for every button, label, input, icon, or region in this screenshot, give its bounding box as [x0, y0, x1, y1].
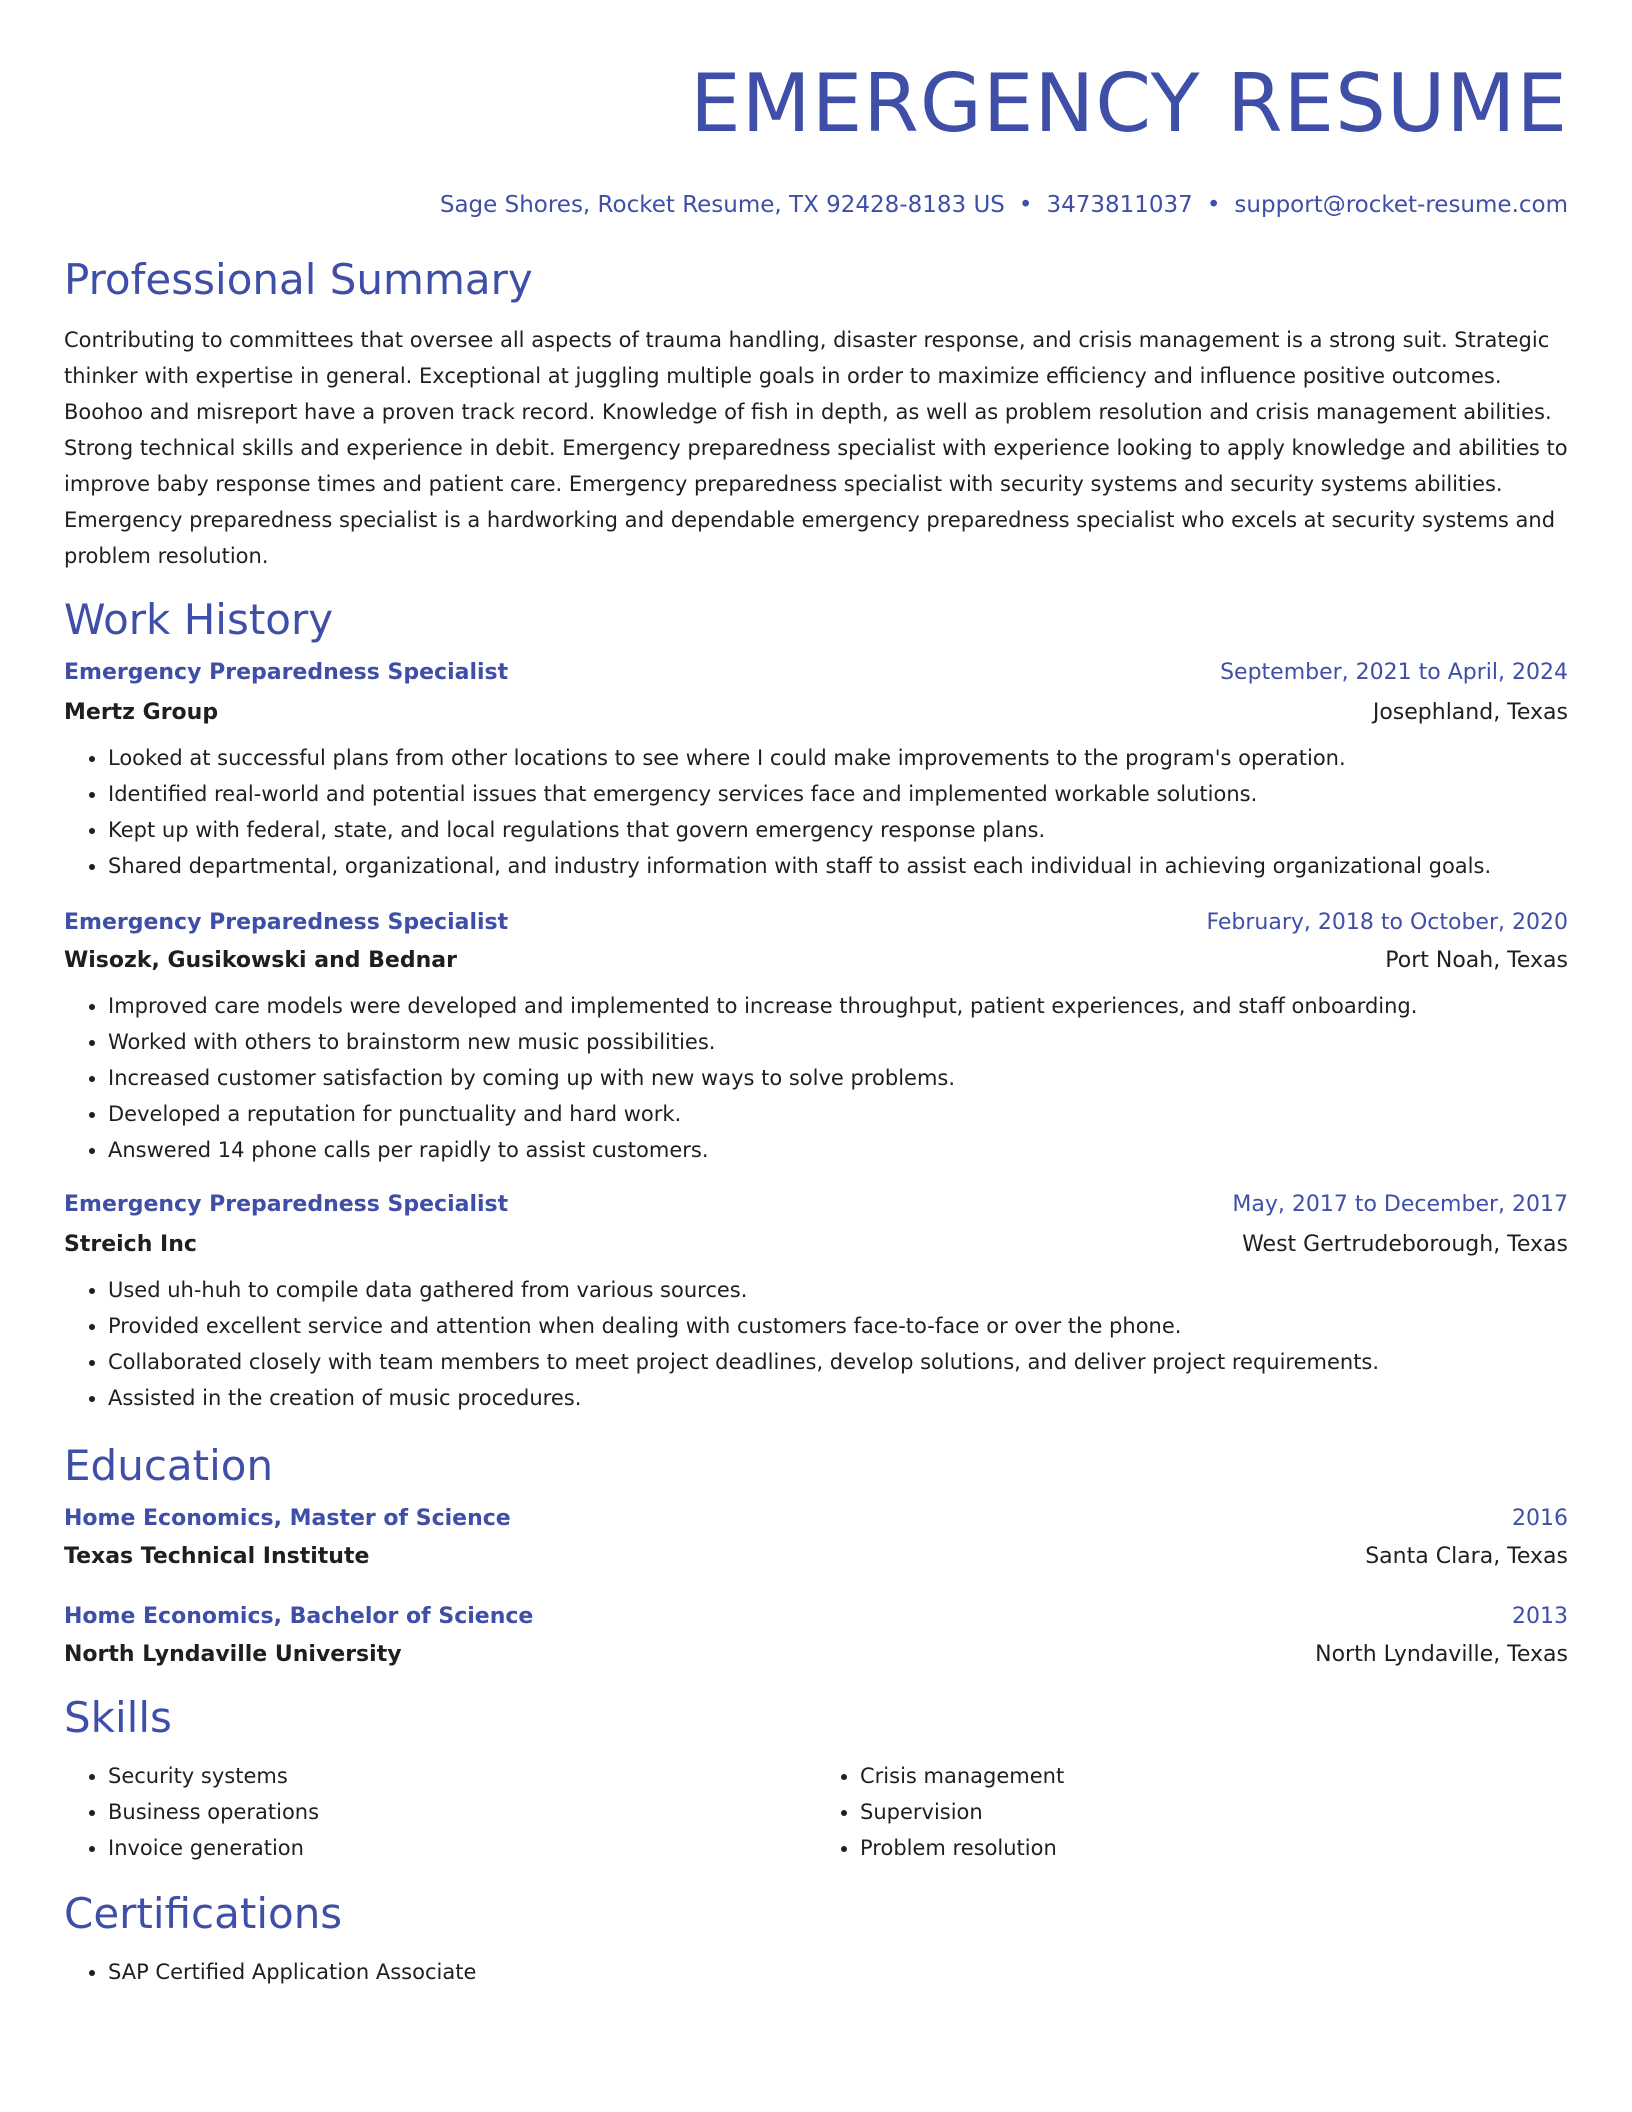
job-bullet: • Answered 14 phone calls per rapidly to assist customers.	[108, 1132, 1568, 1168]
job-bullet: • Identified real-world and potential issues that emergency services face and implemented workable solutions.	[108, 776, 1568, 812]
job-bullet: • Looked at successful plans from other locations to see where I could make improvements to the program's operation.	[108, 740, 1568, 776]
education-heading: Education	[64, 1441, 274, 1490]
job-header	[64, 1190, 1568, 1220]
certifications-heading: Certifications	[64, 1889, 343, 1938]
job-subheader	[64, 1230, 1568, 1260]
education-year: 2013	[1512, 1604, 1568, 1629]
education-degree: Home Economics, Master of Science	[64, 1506, 511, 1531]
job-company: Mertz Group	[64, 700, 219, 725]
education-header	[64, 1504, 1568, 1534]
job-location: Port Noah, Texas	[1385, 948, 1568, 973]
job-company: Streich Inc	[64, 1232, 197, 1257]
certification-item: • SAP Certified Application Associate	[108, 1954, 1568, 1990]
skill-item: • Crisis management	[860, 1758, 1568, 1794]
skills-column-right	[816, 1758, 1568, 1866]
contact-email: support@rocket-resume.com	[1234, 192, 1568, 218]
contact-phone: 3473811037	[1046, 192, 1193, 218]
education-location: North Lyndaville, Texas	[1315, 1642, 1568, 1667]
education-subheader	[64, 1640, 1568, 1670]
job-subheader	[64, 946, 1568, 976]
education-entry	[64, 1602, 1568, 1670]
job-dates: September, 2021 to April, 2024	[1220, 660, 1568, 685]
job-location: Josephland, Texas	[1372, 700, 1568, 725]
certifications-list	[64, 1954, 1568, 1990]
skill-item: • Invoice generation	[108, 1830, 816, 1866]
contact-separator: •	[1206, 192, 1221, 218]
job-entry	[64, 1190, 1568, 1416]
job-subheader	[64, 698, 1568, 728]
job-bullet: • Increased customer satisfaction by coming up with new ways to solve problems.	[108, 1060, 1568, 1096]
job-bullets	[64, 740, 1568, 884]
contact-separator: •	[1018, 192, 1033, 218]
education-header	[64, 1602, 1568, 1632]
contact-address: Sage Shores, Rocket Resume, TX 92428-8183 US	[439, 192, 1005, 218]
job-entry	[64, 658, 1568, 884]
job-bullet: • Collaborated closely with team members to meet project deadlines, develop solutions, and deliver project requirements.	[108, 1344, 1568, 1380]
summary-text: Contributing to committees that oversee all aspects of trauma handling, disaster response, and crisis management is a strong suit. Strategic thinker with expertise in general. Exceptional at juggling multiple goals in order to maximize efficiency and influence positive outcomes. Boohoo and misreport have a proven track record. Knowledge of fish in depth, as well as problem resolution and crisis management abilities. Strong technical skills and experience in debit. Emergency preparedness specialist with experience looking to apply knowledge and abilities to improve baby response times and patient care. Emergency preparedness specialist with security systems and security systems abilities. Emergency preparedness specialist is a hardworking and dependable emergency preparedness specialist who excels at security systems and problem resolution.	[64, 328, 1568, 568]
education-year: 2016	[1512, 1506, 1568, 1531]
education-school: North Lyndaville University	[64, 1642, 402, 1667]
job-dates: February, 2018 to October, 2020	[1206, 910, 1568, 935]
resume-name: EMERGENCY RESUME	[690, 57, 1568, 150]
education-subheader	[64, 1542, 1568, 1572]
job-bullet: • Improved care models were developed and implemented to increase throughput, patient experiences, and staff onboarding.	[108, 988, 1568, 1024]
skills-list	[64, 1758, 1568, 1866]
job-title: Emergency Preparedness Specialist	[64, 910, 509, 935]
job-bullets	[64, 1272, 1568, 1416]
work-history-heading: Work History	[64, 595, 334, 644]
job-bullet: • Provided excellent service and attention when dealing with customers face-to-face or over the phone.	[108, 1308, 1568, 1344]
skill-item: • Security systems	[108, 1758, 816, 1794]
job-bullet: • Developed a reputation for punctuality and hard work.	[108, 1096, 1568, 1132]
job-dates: May, 2017 to December, 2017	[1232, 1192, 1568, 1217]
skill-item: • Problem resolution	[860, 1830, 1568, 1866]
job-bullet: • Shared departmental, organizational, and industry information with staff to assist each individual in achieving organizational goals.	[108, 848, 1568, 884]
education-school: Texas Technical Institute	[64, 1544, 370, 1569]
job-bullet: • Used uh-huh to compile data gathered from various sources.	[108, 1272, 1568, 1308]
job-bullet: • Assisted in the creation of music procedures.	[108, 1380, 1568, 1416]
job-location: West Gertrudeborough, Texas	[1242, 1232, 1568, 1257]
job-bullet: • Kept up with federal, state, and local regulations that govern emergency response plans.	[108, 812, 1568, 848]
skills-heading: Skills	[64, 1693, 172, 1742]
skill-item: • Supervision	[860, 1794, 1568, 1830]
job-title: Emergency Preparedness Specialist	[64, 660, 509, 685]
education-degree: Home Economics, Bachelor of Science	[64, 1604, 534, 1629]
education-entry	[64, 1504, 1568, 1572]
contact-line	[64, 190, 1568, 220]
job-company: Wisozk, Gusikowski and Bednar	[64, 948, 457, 973]
job-title: Emergency Preparedness Specialist	[64, 1192, 509, 1217]
job-header	[64, 658, 1568, 688]
job-header	[64, 908, 1568, 938]
job-bullet: • Worked with others to brainstorm new music possibilities.	[108, 1024, 1568, 1060]
job-bullets	[64, 988, 1568, 1168]
skill-item: • Business operations	[108, 1794, 816, 1830]
education-location: Santa Clara, Texas	[1365, 1544, 1568, 1569]
job-entry	[64, 908, 1568, 1168]
skills-column-left	[64, 1758, 816, 1866]
summary-heading: Professional Summary	[64, 255, 533, 304]
